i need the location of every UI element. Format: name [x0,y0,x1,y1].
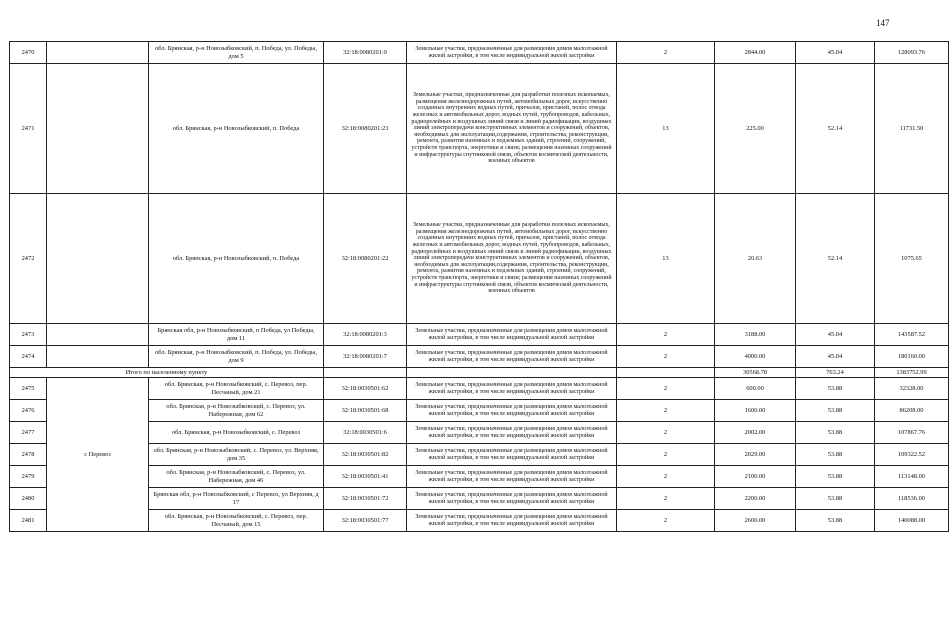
cadastral-value-cell: 109322.52 [875,444,949,466]
area-cell: 2029.00 [715,444,796,466]
specific-value-cell: 45.04 [796,346,875,368]
table-row [10,444,949,466]
land-use-cell: Земельные участки, предназначенные для размещения домов малоэтажной жилой застройки, в том числе индивидуальной жилой застройки [407,488,617,510]
area-cell: 20.63 [715,194,796,324]
table-row [10,346,949,368]
cadastral-value-cell: 140088.00 [875,510,949,532]
cadastral-value-cell: 1075.65 [875,194,949,324]
group-code-cell: 2 [617,466,715,488]
area-cell: 2844.00 [715,42,796,64]
address-cell: обл. Брянская, р-н Новозыбковский, с. Перевоз, ул. Набережная, дом 62 [149,400,324,422]
cadastral-number-cell: 32:18:0080201:23 [324,64,407,194]
group-code-cell: 13 [617,194,715,324]
table-row [10,488,949,510]
area-cell: 4000.00 [715,346,796,368]
group-code-cell: 2 [617,378,715,400]
cadastral-number-cell: 32:18:0080201:3 [324,324,407,346]
table-row [10,324,949,346]
cadastral-value-cell: 128093.76 [875,42,949,64]
cadastral-value-cell: 143587.52 [875,324,949,346]
area-cell: 225.00 [715,64,796,194]
group-code-cell: 2 [617,510,715,532]
specific-value-cell: 52.14 [796,194,875,324]
table-row [10,64,949,194]
specific-value-cell: 52.14 [796,64,875,194]
group-code-cell: 2 [617,42,715,64]
address-cell: Брянская обл, р-н Новозыбковский, с Перевоз, ул Верхняя, д 17 [149,488,324,510]
land-use-cell: Земельные участки, предназначенные для размещения домов малоэтажной жилой застройки, в том числе индивидуальной жилой застройки [407,422,617,444]
cadastral-number-cell: 32:18:0030501:41 [324,466,407,488]
cadastral-value-cell: 11731.50 [875,64,949,194]
address-cell: обл. Брянская, р-н Новозыбковский, с. Перевоз, ул. Верхняя, дом 35 [149,444,324,466]
specific-value-cell: 45.04 [796,42,875,64]
land-use-cell: Земельные участки, предназначенные для разработки полезных ископаемых, размещения железнодорожных путей, автомобильных дорог, искусственно созданных внутренних водных путей, причалов, пристаней, полос отвода железных и автомобильных дорог, водных путей, трубопроводов, кабельных, радиорелейных и воздушных линий связи и линий радиофикации, воздушных линий электропередачи конструктивных элементов и сооружений, объектов, необходимых для эксплуатации,содержания, строительства, реконструкции, ремонта, развития наземных и подземных зданий, строений, сооружений, устройств транспорта, энергетики и связи; размещения наземных сооружений и инфраструктуры спутниковой связи, объектов космической деятельности, военных объектов [407,64,617,194]
cadastral-number-cell: 32:18:0030501:77 [324,510,407,532]
area-cell: 3188.00 [715,324,796,346]
address-cell: Брянская обл, р-н Новозыбковский, п Победа, ул Победы, дом 11 [149,324,324,346]
group-code-cell: 2 [617,422,715,444]
group-code-cell: 2 [617,346,715,368]
land-use-cell: Земельные участки, предназначенные для размещения домов малоэтажной жилой застройки, в том числе индивидуальной жилой застройки [407,378,617,400]
settlement-cell [47,194,149,324]
cadastral-number-cell [324,368,407,378]
area-cell: 2600.00 [715,510,796,532]
land-use-cell: Земельные участки, предназначенные для размещения домов малоэтажной жилой застройки, в том числе индивидуальной жилой застройки [407,42,617,64]
total-area: 30568.78 [715,368,796,378]
table-row [10,42,949,64]
land-use-cell: Земельные участки, предназначенные для размещения домов малоэтажной жилой застройки, в том числе индивидуальной жилой застройки [407,400,617,422]
cadastral-value-cell: 107867.76 [875,422,949,444]
land-use-cell: Земельные участки, предназначенные для размещения домов малоэтажной жилой застройки, в том числе индивидуальной жилой застройки [407,444,617,466]
row-number: 2474 [10,346,47,368]
cadastral-number-cell: 32:18:0030501:62 [324,378,407,400]
cadastral-number-cell: 32:18:0030501:72 [324,488,407,510]
row-number: 2476 [10,400,47,422]
address-cell: обл. Брянская, р-н Новозыбковский, п. Победа [149,64,324,194]
address-cell: обл. Брянская, р-н Новозыбковский, п. Победа, ул. Победы, дом 9 [149,346,324,368]
table-row [10,194,949,324]
land-use-cell: Земельные участки, предназначенные для размещения домов малоэтажной жилой застройки, в том числе индивидуальной жилой застройки [407,324,617,346]
specific-value-cell: 53.88 [796,510,875,532]
address-cell: обл. Брянская, р-н Новозыбковский, п. Победа, ул. Победы, дом 5 [149,42,324,64]
table-row [10,510,949,532]
cadastral-number-cell: 32:18:0080201:7 [324,346,407,368]
row-number: 2481 [10,510,47,532]
settlement-name: с Перевоз [47,378,149,532]
group-code-cell: 2 [617,400,715,422]
settlement-cell [47,42,149,64]
land-use-cell: Земельные участки, предназначенные для размещения домов малоэтажной жилой застройки, в том числе индивидуальной жилой застройки [407,466,617,488]
table-row [10,378,949,400]
area-cell: 1600.00 [715,400,796,422]
group-code-cell: 13 [617,64,715,194]
cadastral-number-cell: 32:18:0030501:82 [324,444,407,466]
row-number: 2470 [10,42,47,64]
group-code-cell: 2 [617,444,715,466]
area-cell: 2002.00 [715,422,796,444]
row-number: 2475 [10,378,47,400]
group-code-cell [617,368,715,378]
land-use-cell: Земельные участки, предназначенные для разработки полезных ископаемых, размещения железнодорожных путей, автомобильных дорог, искусственно созданных внутренних водных путей, причалов, пристаней, полос отвода железных и автомобильных дорог, водных путей, трубопроводов, кабельных, радиорелейных и воздушных линий связи и линий радиофикации, воздушных линий электропередачи конструктивных элементов и сооружений, объектов, необходимых для эксплуатации,содержания, строительства, реконструкции, ремонта, развития наземных и подземных зданий, строений, сооружений, устройств транспорта, энергетики и связи; размещения наземных сооружений и инфраструктуры спутниковой связи, объектов космической деятельности, военных объектов [407,194,617,324]
cadastral-number-cell: 32:18:0080201:22 [324,194,407,324]
specific-value-cell: 53.88 [796,466,875,488]
group-code-cell: 2 [617,488,715,510]
specific-value-cell: 45.04 [796,324,875,346]
row-number: 2478 [10,444,47,466]
cadastral-number-cell: 32:18:0030501:6 [324,422,407,444]
cadastral-value-cell: 118536.00 [875,488,949,510]
cadastral-value-cell: 180160.00 [875,346,949,368]
specific-value-cell: 53.88 [796,400,875,422]
row-number: 2472 [10,194,47,324]
specific-value-cell: 53.88 [796,444,875,466]
row-number: 2473 [10,324,47,346]
address-cell: обл. Брянская, р-н Новозыбковский, п. Победа [149,194,324,324]
settlement-cell [47,346,149,368]
row-number: 2471 [10,64,47,194]
cadastral-value-cell: 113148.00 [875,466,949,488]
cadastral-number-cell: 32:18:0030501:68 [324,400,407,422]
total-cadastral-value: 1383752.99 [875,368,949,378]
cadastral-value-cell: 32328.00 [875,378,949,400]
table-row [10,400,949,422]
total-specific-value: 763.24 [796,368,875,378]
row-number: 2477 [10,422,47,444]
settlement-cell [47,64,149,194]
row-number: 2480 [10,488,47,510]
table-row [10,422,949,444]
address-cell: обл. Брянская, р-н Новозыбковский, с. Перевоз [149,422,324,444]
row-number: 2479 [10,466,47,488]
settlement-cell [47,324,149,346]
area-cell: 2100.00 [715,466,796,488]
land-use-cell: Земельные участки, предназначенные для размещения домов малоэтажной жилой застройки, в том числе индивидуальной жилой застройки [407,346,617,368]
cadastral-value-cell: 86208.00 [875,400,949,422]
address-cell: обл. Брянская, р-н Новозыбковский, с. Перевоз, пер. Песчаный, дом 21 [149,378,324,400]
address-cell: обл. Брянская, р-н Новозыбковский, с. Перевоз, ул. Набережная, дом 46 [149,466,324,488]
land-registry-table [9,41,949,532]
cadastral-number-cell: 32:18:0080201:9 [324,42,407,64]
address-cell: обл. Брянская, р-н Новозыбковский, с. Перевоз, пер. Песчаный, дом 15 [149,510,324,532]
total-label: Итого по населенному пункту [10,368,324,378]
specific-value-cell: 53.88 [796,422,875,444]
land-use-cell: Земельные участки, предназначенные для размещения домов малоэтажной жилой застройки, в том числе индивидуальной жилой застройки [407,510,617,532]
page-number: 147 [876,18,890,28]
total-row [10,368,949,378]
group-code-cell: 2 [617,324,715,346]
area-cell: 2200.00 [715,488,796,510]
specific-value-cell: 53.88 [796,488,875,510]
area-cell: 600.00 [715,378,796,400]
table-row [10,466,949,488]
specific-value-cell: 53.88 [796,378,875,400]
land-use-cell [407,368,617,378]
